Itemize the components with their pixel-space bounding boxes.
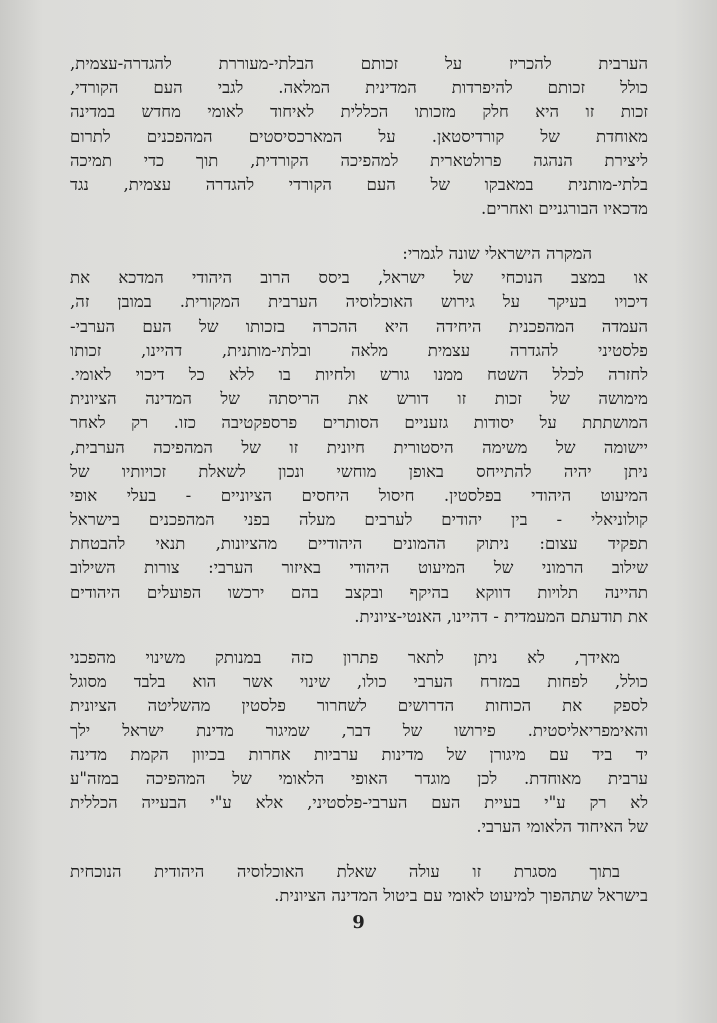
text-line: המושתתת על יסודות גזעניים הסותרים פרספקטיבה כזו. רק לאחר	[70, 413, 648, 433]
text-line: מאידך, לא ניתן לתאר פתרון כזה במנותק משינוי מהפכני	[70, 648, 620, 667]
text-line: פלסטיני להגדרה עצמית מלאה ובלתי-מותנית, דהיינו, זכותו	[70, 340, 648, 360]
text-line: זכות זו היא חלק מזכותו הכללית לאיחוד לאומי מחדש במדינה	[70, 102, 648, 122]
text-line: דיכויו בעיקר על גירוש האוכלוסיה הערבית המקורית. במובן זה,	[70, 292, 648, 312]
text-line: והאימפריאליסטית. פירושו של דבר, שמיגור מדינת ישראל ילך	[70, 720, 648, 740]
text-line: המיעוט היהודי בפלסטין. חיסול היחסים הציוניים - בעלי אופי	[70, 485, 648, 505]
text-line: או במצב הנוכחי של ישראל, ביסס הרוב היהודי המדכא את	[70, 268, 648, 288]
text-line: העמדה המהפכנית היחידה היא ההכרה בזכותו של העם הערבי-	[70, 316, 648, 336]
text-line: כולל זכותם להיפרדות המדינית המלאה. לגבי העם הקורדי,	[70, 78, 648, 98]
text-line: מימושה של זכות זו דורש את הריסתה של המדינה הציונית	[70, 389, 648, 409]
text-line: את תודעתם המעמדית - דהיינו, האנטי-ציונית.	[354, 606, 648, 626]
text-line: הערבית להכריז על זכותם הבלתי-מעוררת להגדרה-עצמית,	[70, 54, 648, 73]
text-line: של האיחוד הלאומי הערבי.	[476, 817, 648, 837]
text-line: יד ביד עם מיגורן של מדינות ערביות אחרות בכיוון הקמת מדינה	[70, 744, 648, 764]
text-line: ליצירת הנהגה פרולטארית למהפיכה הקורדית, תוך כדי תמיכה	[70, 150, 648, 170]
text-line: כולל, לפחות במזרח הערבי כולו, שינוי אשר הוא בלבד מסוגל	[70, 672, 648, 692]
text-line: לחזרה לכלל השטח ממנו גורש ולחיות בו ללא כל דיכוי לאומי.	[70, 364, 648, 384]
text-line: בתוך מסגרת זו עולה שאלת האוכלוסיה היהודית הנוכחית	[70, 862, 620, 881]
text-line: מדכאיו הבורגניים ואחרים.	[480, 199, 648, 219]
text-line: בישראל שתהפוך למיעוט לאומי עם ביטול המדינה הציונית.	[274, 886, 648, 906]
paragraph-2	[70, 242, 648, 629]
text-line: בלתי-מותנית במאבקו של העם הקורדי להגדרה עצמית, נגד	[70, 174, 648, 194]
text-line: ערבית מאוחדת. לכן מוגדר האופי הלאומי של המהפיכה במזה"ע	[70, 768, 648, 788]
text-line: לספק את הכוחות הדרושים לשחרור פלסטין מהשליטה הציונית	[70, 696, 648, 716]
text-line: תפקיד עצום: ניתוק ההמונים היהודיים מהציונות, תנאי להבטחת	[70, 534, 648, 554]
text-line: לא רק ע"י בעיית העם הערבי-פלסטיני, אלא ע"י הבעייה הכללית	[70, 793, 648, 813]
page-number: 9	[352, 912, 365, 933]
paragraph-heading-line: המקרה הישראלי שונה לגמרי:	[402, 244, 592, 263]
text-line: ניתן יהיה להתייחס באופן מוחשי ונכון לשאלת זכויותיו של	[70, 461, 648, 481]
text-line: שילוב הרמוני של המיעוט היהודי באיזור הערבי: צורות השילוב	[70, 558, 648, 578]
paragraph-1	[70, 52, 648, 221]
text-line: יישומה של משימה היסטורית חיונית זו של המהפיכה הערבית,	[70, 437, 648, 457]
paragraph-4	[70, 860, 648, 908]
text-line: תהיינה תלויות דווקא בהיקף ובקצב בהם ירכשו הפועלים היהודים	[70, 582, 648, 602]
paragraph-3	[70, 646, 648, 840]
text-line: מאוחדת של קורדיסטאן. על המארכסיסטים המהפכנים לתרום	[70, 126, 648, 146]
text-line: קולוניאלי - בין יהודים לערבים מעלה בפני המהפכנים בישראל	[70, 510, 648, 530]
